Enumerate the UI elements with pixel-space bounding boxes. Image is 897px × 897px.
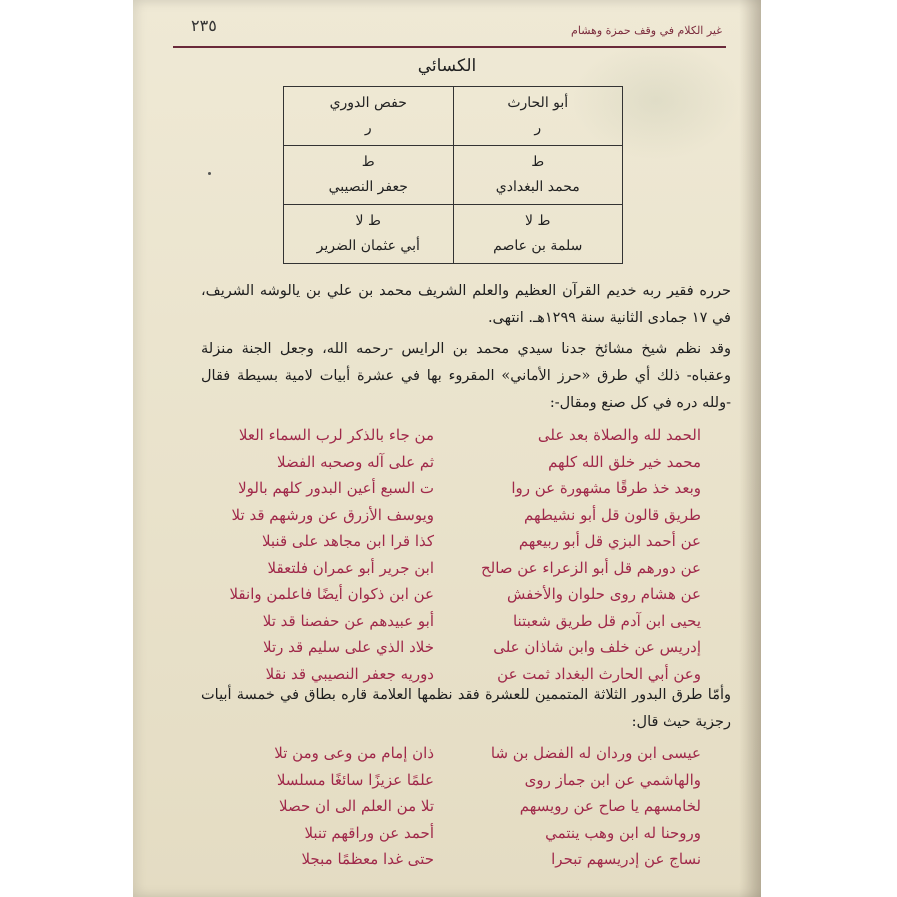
readers-table: [283, 86, 623, 264]
poem-verse: [201, 581, 727, 608]
running-head: غير الكلام في وقف حمزة وهشام: [571, 24, 722, 37]
poem-verse: [201, 793, 727, 820]
paragraph-intro-rajaz: وأمّا طرق البدور الثلاثة المتممين للعشرة فقد نظمها العلامة قاره بطاق في خمسة أبيات رجزية حيث قال:: [201, 687, 731, 730]
cell-text: حفص الدوري: [329, 95, 407, 111]
verse-second-hemistich: ت السبع أعين البدور كلهم بالولا: [238, 479, 434, 497]
cell-text: ط: [531, 154, 545, 170]
poem-verse: [201, 767, 727, 794]
poem-verse: [201, 502, 727, 529]
verse-first-hemistich: والهاشمي عن ابن جماز روى: [524, 770, 701, 789]
poem-verse: [201, 846, 727, 873]
table-cell: [453, 87, 623, 146]
verse-first-hemistich: عن هشام روى حلوان والأخفش: [507, 585, 701, 603]
poem-verse: [201, 475, 727, 502]
page-header: [173, 10, 726, 48]
verse-first-hemistich: وبعد خذ طرقًا مشهورة عن روا: [511, 479, 701, 497]
cell-text: ط لا: [355, 213, 381, 229]
verse-first-hemistich: الحمد لله والصلاة بعد على: [537, 426, 701, 444]
verse-first-hemistich: وعن أبي الحارث البغداد ثمت عن: [497, 664, 701, 683]
table-cell: [284, 146, 454, 205]
verse-first-hemistich: طريق قالون قل أبو نشيطهم: [524, 505, 701, 524]
verse-second-hemistich: ابن جرير أبو عمران فلتعقلا: [267, 558, 434, 577]
paragraph-intro-poem: وقد نظم شيخ مشائخ جدنا سيدي محمد بن الرايس -رحمه الله، وجعل الجنة منزلة وعقباه- ذلك أي طرق «حرز الأماني» المقروء بها في عشرة أبيات لامية بسيطة فقال -ولله دره في كل صنع ومقال-:: [201, 341, 731, 411]
poem-verse: [201, 528, 727, 555]
verse-second-hemistich: أحمد عن وراقهم تنبلا: [304, 823, 434, 842]
verse-second-hemistich: علمًا عزيزًا سائغًا مسلسلا: [276, 770, 434, 789]
table-cell: [284, 205, 454, 264]
cell-text: ر: [364, 120, 372, 136]
verse-first-hemistich: محمد خير خلق الله كلهم: [548, 452, 701, 471]
cell-text: ر: [534, 120, 542, 136]
poem-lamiya: [201, 422, 727, 687]
cell-text: أبي عثمان الضرير: [316, 238, 420, 254]
table-row: [284, 205, 623, 264]
verse-second-hemistich: أبو عبيدهم عن حفصنا قد تلا: [262, 611, 434, 630]
poem-verse: [201, 608, 727, 635]
verse-first-hemistich: عن دورهم قل أبو الزعراء عن صالح: [480, 558, 701, 577]
table-cell: [284, 87, 454, 146]
verse-first-hemistich: لخامسهم يا صاح عن رويسهم: [519, 797, 701, 815]
verse-first-hemistich: عن أحمد البزي قل أبو ربيعهم: [518, 532, 701, 550]
cell-text: أبو الحارث: [507, 95, 569, 111]
verse-second-hemistich: تلا من العلم الى ان حصلا: [279, 797, 434, 815]
verse-second-hemistich: من جاء بالذكر لرب السماء العلا: [238, 426, 434, 444]
verse-first-hemistich: نساج عن إدريسهم تبحرا: [551, 850, 701, 868]
verse-second-hemistich: كذا قرا ابن مجاهد على قنبلا: [261, 532, 434, 550]
verse-first-hemistich: إدريس عن خلف وابن شاذان على: [493, 638, 701, 656]
poem-verse: [201, 634, 727, 661]
verse-first-hemistich: يحيى ابن آدم قل طريق شعبتنا: [512, 611, 701, 630]
table-title: الكسائي: [417, 56, 477, 76]
cell-text: جعفر النصيبي: [328, 179, 408, 195]
poem-rajaz: [201, 740, 727, 873]
verse-second-hemistich: عن ابن ذكوان أيضًا فاعلمن وانقلا: [229, 585, 434, 603]
book-page: [133, 0, 761, 897]
verse-second-hemistich: حتى غدا معظمًا مبجلا: [301, 850, 434, 868]
verse-second-hemistich: خلاد الذي على سليم قد رتلا: [263, 638, 434, 656]
poem-verse: [201, 555, 727, 582]
verse-second-hemistich: ويوسف الأزرق عن ورشهم قد تلا: [231, 505, 434, 524]
verse-second-hemistich: دوريه جعفر النصيبي قد نقلا: [265, 664, 434, 683]
table-row: [284, 87, 623, 146]
verse-second-hemistich: ثم على آله وصحبه الفضلا: [277, 452, 434, 471]
page-number: ٢٣٥: [191, 16, 217, 35]
poem-verse: [201, 820, 727, 847]
table-cell: [453, 146, 623, 205]
table-row: [284, 146, 623, 205]
poem-verse: [201, 740, 727, 767]
cell-text: سلمة بن عاصم: [493, 238, 583, 254]
ink-dot: [208, 172, 211, 175]
verse-first-hemistich: وروحنا له ابن وهب ينتمي: [545, 823, 701, 842]
verse-first-hemistich: عيسى ابن وردان له الفضل بن شا: [490, 744, 701, 762]
cell-text: ط لا: [525, 213, 551, 229]
cell-text: محمد البغدادي: [495, 179, 580, 195]
table-cell: [453, 205, 623, 264]
paragraph-colophon: حرره فقير ربه خديم القرآن العظيم والعلم الشريف محمد بن علي بن يالوشه الشريف، في ١٧ جمادى الثانية سنة ١٢٩٩هـ. انتهى.: [201, 283, 731, 326]
poem-verse: [201, 422, 727, 449]
poem-verse: [201, 449, 727, 476]
cell-text: ط: [361, 154, 375, 170]
verse-second-hemistich: ذان إمام من وعى ومن تلا: [274, 744, 434, 762]
